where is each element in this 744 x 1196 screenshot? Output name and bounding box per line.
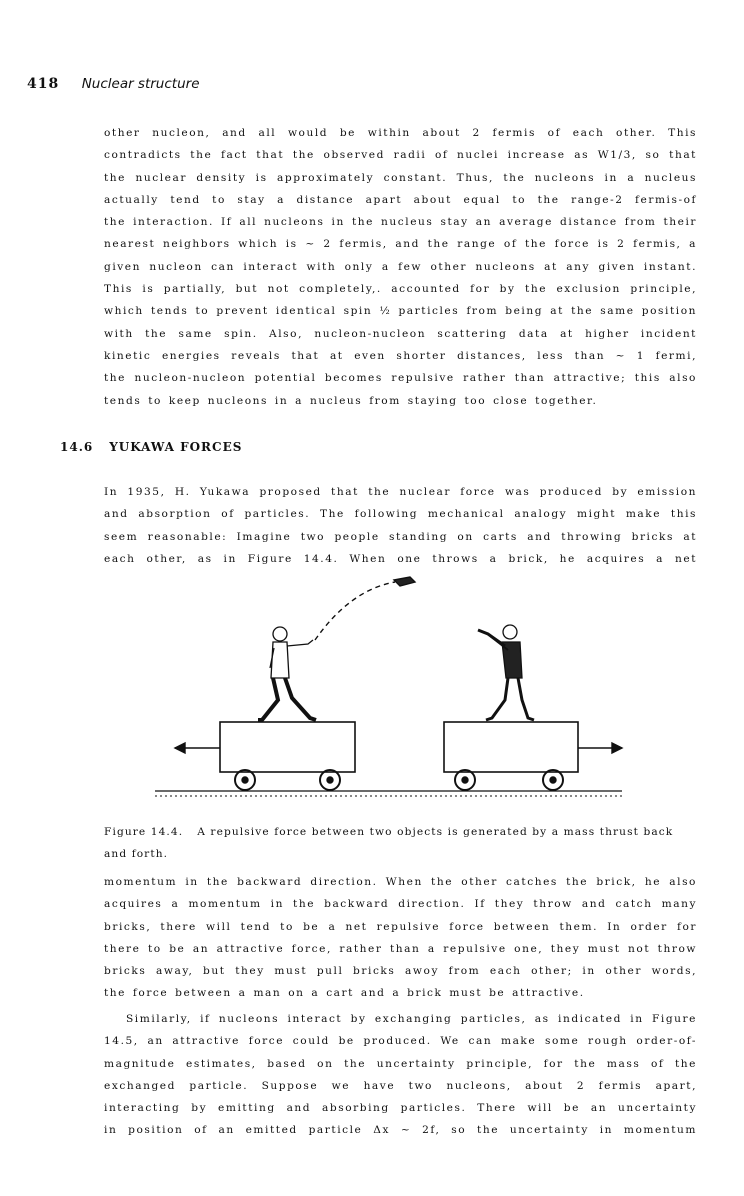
text-line: the force between a man on a cart and a brick must be attractive. — [104, 987, 585, 1000]
text-line: seem reasonable: Imagine two people standing on carts and throwing bricks at — [104, 530, 697, 543]
text-line: nearest neighbors which is ~ 2 fermis, and the range of the force is 2 fermis, a — [104, 238, 697, 251]
text-line: there to be an attractive force, rather than a repulsive one, they must not throw — [104, 942, 697, 955]
text-line: momentum in the backward direction. When the other catches the brick, he also — [104, 876, 697, 888]
text-line: magnitude estimates, based on the uncertainty principle, for the mass of the — [104, 1057, 697, 1070]
figure-caption — [104, 821, 697, 865]
text-line: in position of an emitted particle Δx ~ 2f, so the uncertainty in momentum — [104, 1124, 697, 1137]
figure-label: Figure 14.4. — [104, 826, 184, 838]
text-line: actually tend to stay a distance apart about equal to the range-2 fermis-of — [104, 193, 697, 206]
paragraph-2 — [104, 481, 697, 570]
paragraph-1 — [104, 122, 697, 412]
text-line: the nuclear density is approximately constant. Thus, the nucleons in a nucleus — [104, 171, 697, 184]
brick-trajectory — [315, 582, 395, 640]
text-line: other nucleon, and all would be within about 2 fermis of each other. This — [104, 127, 697, 139]
text-line: bricks, there will tend to be a net repulsive force between them. In order for — [104, 920, 697, 933]
text-line: with the same spin. Also, nucleon-nucleon scattering data at higher incident — [104, 327, 697, 340]
right-person — [478, 625, 534, 720]
figure-caption-text: A repulsive force between two objects is generated by a mass thrust back and forth. — [104, 826, 674, 860]
text-line: kinetic energies reveals that at even shorter distances, less than ~ 1 fermi, — [104, 349, 697, 362]
text-line: the nucleon-nucleon potential becomes repulsive rather than attractive; this also — [104, 372, 697, 385]
text-line: and absorption of particles. The following mechanical analogy might make this — [104, 508, 697, 521]
text-line: bricks away, but they must pull bricks awoy from each other; in other words, — [104, 965, 697, 978]
right-cart — [444, 722, 578, 772]
section-heading — [60, 440, 242, 454]
left-person — [258, 627, 316, 720]
text-line: This is partially, but not completely,. accounted for by the exclusion principle, — [104, 283, 697, 296]
text-line: exchanged particle. Suppose we have two nucleons, about 2 fermis apart, — [104, 1079, 697, 1092]
text-line: In 1935, H. Yukawa proposed that the nuclear force was produced by emission — [104, 486, 697, 498]
brick-icon — [394, 577, 415, 586]
paragraph-4 — [104, 1008, 697, 1142]
figure-carts-illustration — [150, 570, 630, 810]
text-line: contradicts the fact that the observed radii of nuclei increase as W1/3, so that — [104, 149, 697, 162]
text-line: interacting by emitting and absorbing particles. There will be an uncertainty — [104, 1102, 697, 1115]
section-title: YUKAWA FORCES — [109, 440, 243, 454]
left-cart — [220, 722, 355, 772]
paragraph-3 — [104, 871, 697, 1005]
page-number: 418 — [27, 76, 60, 92]
running-title: Nuclear structure — [81, 76, 200, 92]
text-line: 14.5, an attractive force could be produced. We can make some rough order-of- — [104, 1035, 697, 1048]
text-line: the interaction. If all nucleons in the nucleus stay an average distance from their — [104, 216, 697, 229]
text-line: acquires a momentum in the backward direction. If they throw and catch many — [104, 898, 697, 911]
text-line: each other, as in Figure 14.4. When one throws a brick, he acquires a net — [104, 552, 697, 565]
text-line: which tends to prevent identical spin ½ particles from being at the same position — [104, 305, 697, 318]
text-line: tends to keep nucleons in a nucleus from staying too close together. — [104, 394, 598, 407]
text-line: given nucleon can interact with only a few other nucleons at any given instant. — [104, 260, 697, 273]
page-header — [27, 76, 200, 92]
text-line: Similarly, if nucleons interact by exchanging particles, as indicated in Figure — [126, 1013, 697, 1025]
section-number: 14.6 — [60, 440, 94, 454]
